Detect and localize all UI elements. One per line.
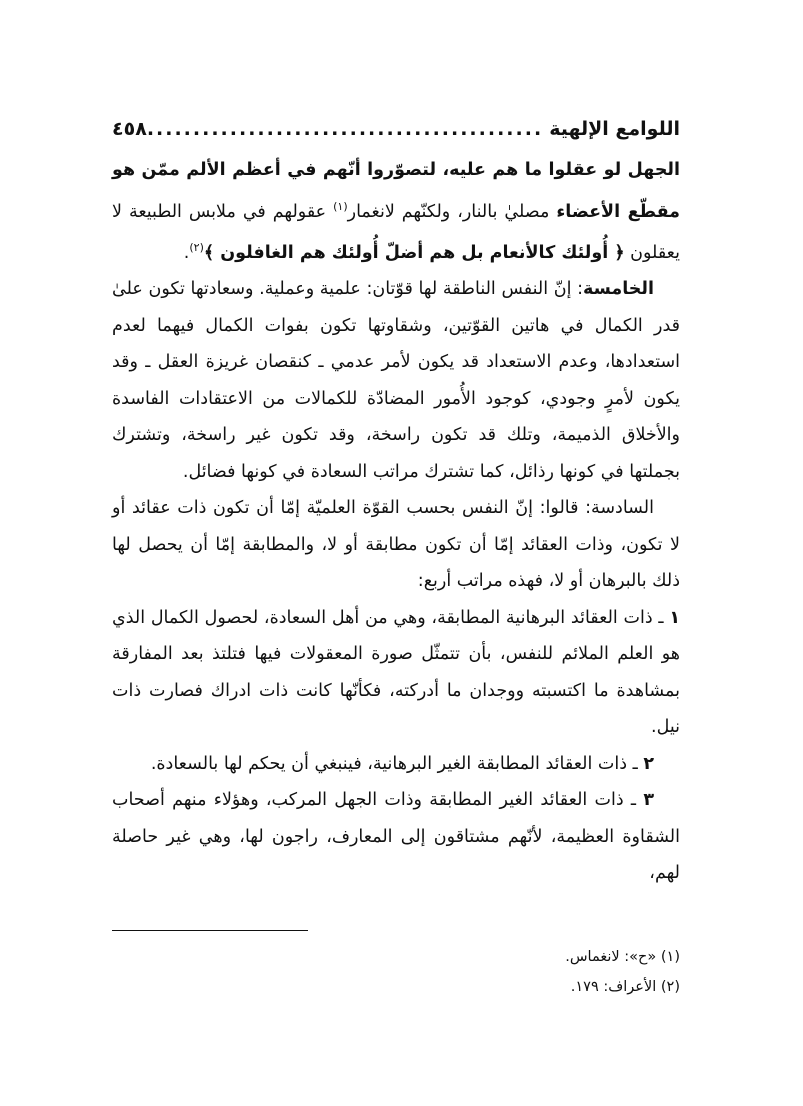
footnotes xyxy=(112,942,680,1002)
paragraph-lead: الخامسة xyxy=(582,279,654,300)
running-title: اللوامع الإلهية xyxy=(549,118,680,140)
page-number: ٤٥٨ xyxy=(112,118,147,140)
list-item-1 xyxy=(112,600,680,746)
page-header xyxy=(112,112,680,146)
paragraph-text: : إنّ النفس الناطقة لها قوّتان: علمية وعملية. وسعادتها تكون علىٰ قدر الكمال في هاتين القوّتين، وشقاوتها تكون بفوات الكمال فيهما لعدم استعدادها، وعدم الاستعداد قد يكون لأمر عدمي ـ كنقصان غريزة العقل ـ وقد يكون لأمرٍ وجودي، كوجود الأُمور المضادّة للكمالات من الاعتقادات الفاسدة والأخلاق الذميمة، وتلك قد تكون راسخة، وقد تكون غير راسخة، وتشترك بجملتها في كونها رذائل، كما تشترك مراتب السعادة في كونها فضائل. xyxy=(112,279,680,482)
list-item-text: ـ ذات العقائد المطابقة الغير البرهانية، فينبغي أن يحكم لها بالسعادة. xyxy=(150,753,644,774)
list-item-text: ـ ذات العقائد الغير المطابقة وذات الجهل المركب، وهؤلاء منهم أصحاب الشقاوة العظيمة، لأنّهم مشتاقون إلى المعارف، راجون لها، وهي غير حاصلة لهم، xyxy=(112,790,680,884)
footnote-ref-1[interactable]: (١) xyxy=(333,199,348,213)
list-item-3 xyxy=(112,782,680,892)
footnote-2: (٢) الأعراف: ١٧٩. xyxy=(570,979,680,995)
paragraph-text: مصليٰ بالنار، ولكنّهم لانغمار xyxy=(347,201,557,222)
paragraph-text: السادسة: قالوا: إنّ النفس بحسب القوّة العلميّة إمّا أن تكون ذات عقائد أو لا تكون، وذات العقائد إمّا أن تكون مطابقة أو لا، والمطابقة إمّا أن يحصل لها ذلك بالبرهان أو لا، فهذه مراتب أربع: xyxy=(112,498,680,592)
list-item-number: ١ xyxy=(669,607,680,628)
paragraph-bold-start: الجهل لو عقلوا ما هم عليه، لتصوّروا أنّهم في أعظم الألم ممّن هو مقطّع الأعضاء xyxy=(112,160,681,222)
list-item-2 xyxy=(112,746,680,783)
footnote-separator xyxy=(112,930,308,931)
quran-quote: ﴿ أُولئك كالأنعام بل هم أضلّ أُولئك هم الغافلون ﴾ xyxy=(203,242,625,263)
paragraph-text: عقولهم في ملابس الطبيعة لا يعقلون xyxy=(112,201,680,263)
list-item-text: ـ ذات العقائد البرهانية المطابقة، وهي من أهل السعادة، لحصول الكمال الذي هو العلم الملائم للنفس، بأن تتمثّل صورة المعقولات فيها فتلتذ بعد المفارقة بمشاهدة ما اكتسبته ووجدان ما أدركته، فكأنّها كانت ذات ادراك فصارت ذات نيل. xyxy=(112,607,680,738)
book-page xyxy=(112,112,681,995)
body-text xyxy=(112,152,680,892)
list-item-number: ٣ xyxy=(643,790,654,811)
list-item-number: ٢ xyxy=(643,753,654,774)
paragraph-continuation xyxy=(112,152,680,271)
paragraph-end: . xyxy=(183,242,190,263)
header-leader-dots: ........................................... xyxy=(146,118,544,140)
paragraph-fifth xyxy=(112,271,680,490)
footnote-ref-2[interactable]: (٢) xyxy=(189,240,204,254)
footnote-1: (١) «ح»: لانغماس. xyxy=(565,949,680,965)
paragraph-sixth xyxy=(112,490,680,600)
